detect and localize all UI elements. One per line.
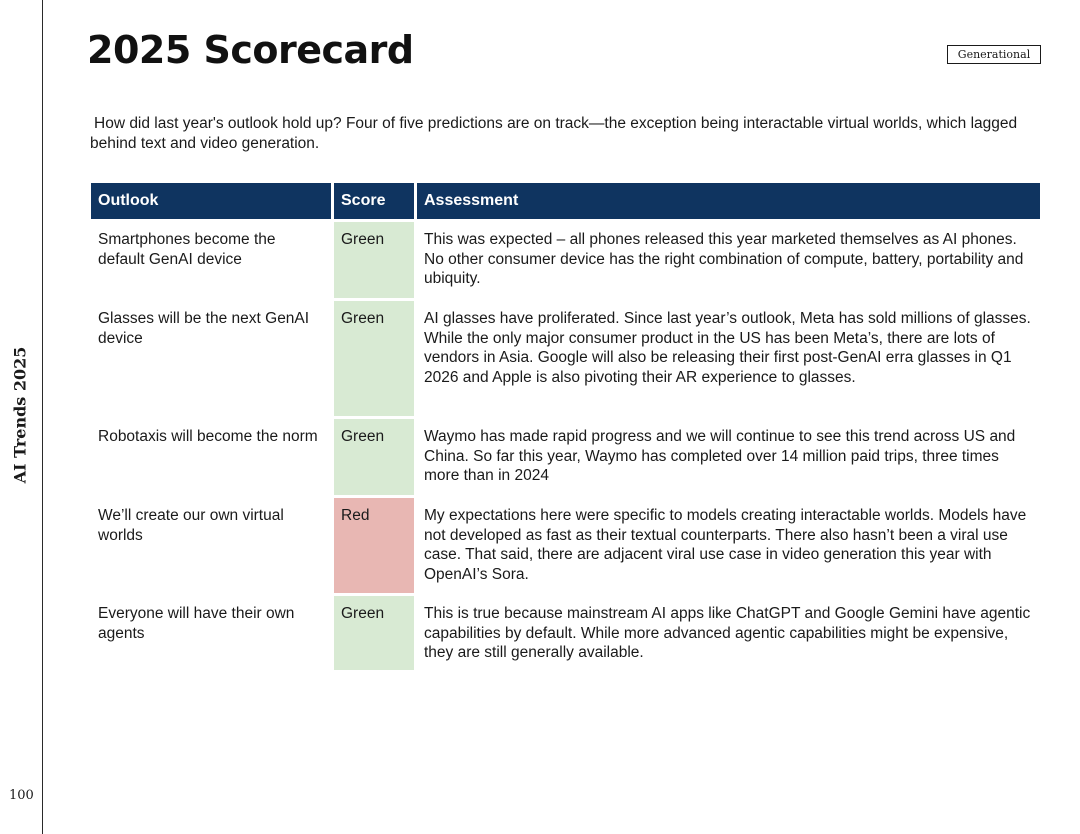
page-title: 2025 Scorecard: [87, 28, 414, 72]
score-cell: Green: [334, 301, 414, 416]
table-row: [91, 498, 1040, 593]
category-badge: Generational: [947, 45, 1041, 64]
table-header-row: [91, 183, 1040, 219]
header-score: Score: [334, 183, 414, 219]
outlook-cell: We’ll create our own virtual worlds: [98, 507, 284, 544]
scorecard-table: [88, 180, 1043, 673]
outlook-cell: Smartphones become the default GenAI device: [98, 231, 276, 268]
table-row: [91, 596, 1040, 670]
score-cell: Green: [334, 596, 414, 670]
header-outlook: Outlook: [91, 183, 331, 219]
assessment-cell: My expectations here were specific to models creating interactable worlds. Models have not developed as fast as their textual counterparts. There also hasn’t been a viral use case. That said, there are adjacent viral use case in video generation this year with OpenAI’s Sora.: [424, 507, 1027, 583]
intro-paragraph: How did last year's outlook hold up? Four of five predictions are on track—the exception being interactable virtual worlds, which lagged behind text and video generation.: [90, 115, 1018, 152]
score-cell: Green: [334, 419, 414, 495]
outlook-cell: Robotaxis will become the norm: [98, 428, 318, 445]
table-row: [91, 419, 1040, 495]
score-cell: Red: [334, 498, 414, 593]
outlook-cell: Glasses will be the next GenAI device: [98, 310, 310, 347]
table-row: [91, 222, 1040, 298]
page-number: 100: [9, 788, 34, 803]
side-rule: [42, 0, 43, 834]
assessment-cell: This is true because mainstream AI apps like ChatGPT and Google Gemini have agentic capabilities by default. While more advanced agentic capabilities might be expensive, they are still generally available.: [424, 605, 1031, 661]
header-assessment: Assessment: [417, 183, 1040, 219]
table-row: [91, 301, 1040, 416]
score-cell: Green: [334, 222, 414, 298]
assessment-cell: Waymo has made rapid progress and we will continue to see this trend across US and China. So far this year, Waymo has completed over 14 million paid trips, three times more than in 2024: [424, 428, 1016, 484]
assessment-cell: This was expected – all phones released this year marketed themselves as AI phones. No other consumer device has the right combination of compute, battery, portability and ubiquity.: [424, 231, 1024, 287]
side-label: AI Trends 2025: [10, 346, 30, 484]
outlook-cell: Everyone will have their own agents: [98, 605, 295, 642]
assessment-cell: AI glasses have proliferated. Since last year’s outlook, Meta has sold millions of glasses. While the only major consumer product in the US has been Meta’s, there are lots of vendors in Asia. Google will also be releasing their first post-GenAI erra glasses in Q1 2026 and Apple is also pivoting their AR experience to glasses.: [424, 310, 1031, 386]
